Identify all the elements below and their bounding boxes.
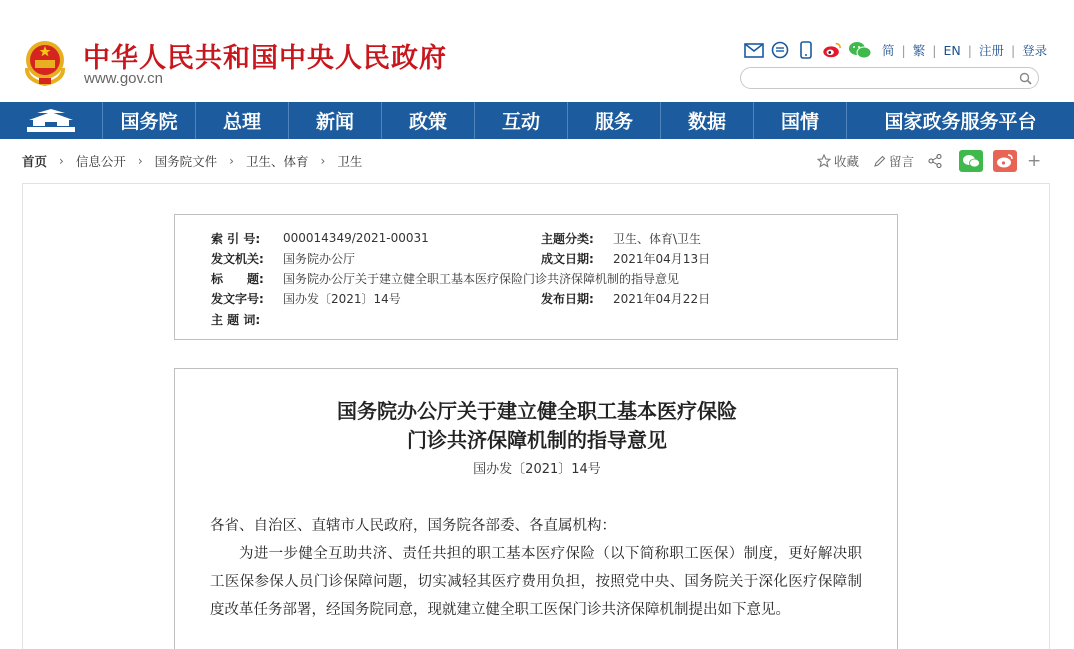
issuer-value: 国务院办公厅 bbox=[283, 251, 356, 266]
article-actions bbox=[817, 150, 1041, 172]
nav-item-services[interactable]: 服务 bbox=[568, 102, 661, 139]
paragraph: 为进一步健全互助共济、责任共担的职工基本医疗保险（以下简称职工医保）制度，更好解决职工医保参保人员门诊保障问题，切实减轻其医疗费用负担，按照党中央、国务院关于深化医疗保障制度改革任务部署，经国务院同意，现就建立健全职工医保门诊共济保障机制提出如下意见。 bbox=[210, 546, 862, 618]
language-links: 简 | 繁 | EN | 注册 | 登录 bbox=[882, 42, 1048, 58]
share-wechat-icon[interactable] bbox=[959, 150, 983, 172]
nav-item-interaction[interactable]: 互动 bbox=[475, 102, 568, 139]
wechat-icon[interactable] bbox=[848, 41, 872, 59]
index-number-label: 索 引 号: bbox=[211, 231, 261, 246]
chevron-right-icon: › bbox=[137, 154, 143, 168]
issuer-label: 发文机关: bbox=[211, 251, 264, 266]
search-input[interactable] bbox=[741, 69, 1011, 89]
breadcrumb-state-council-docs[interactable]: 国务院文件 bbox=[154, 154, 218, 169]
login-link[interactable]: 登录 bbox=[1022, 43, 1048, 58]
index-number-value: 000014349/2021-00031 bbox=[283, 231, 429, 245]
favorite-button[interactable] bbox=[817, 152, 859, 170]
message-icon[interactable] bbox=[770, 41, 790, 59]
nav-item-data[interactable]: 数据 bbox=[661, 102, 754, 139]
title-label: 标 题: bbox=[211, 271, 264, 286]
document-title-line-2: 门诊共济保障机制的指导意见 bbox=[407, 428, 667, 452]
keywords-label: 主 题 词: bbox=[211, 312, 261, 327]
chevron-right-icon: › bbox=[59, 154, 64, 168]
lang-traditional-link[interactable]: 繁 bbox=[912, 43, 926, 58]
site-name[interactable]: 中华人民共和国中央人民政府 bbox=[83, 43, 447, 74]
favorite-label: 收藏 bbox=[834, 154, 860, 169]
published-date-label: 发布日期: bbox=[541, 291, 594, 306]
nav-item-premier[interactable]: 总理 bbox=[196, 102, 289, 139]
category-value: 卫生、体育\卫生 bbox=[613, 231, 702, 246]
chevron-right-icon: › bbox=[320, 154, 326, 168]
doc-number-value: 国办发〔2021〕14号 bbox=[283, 291, 401, 306]
breadcrumb-home[interactable]: 首页 bbox=[22, 154, 48, 169]
created-date-label: 成文日期: bbox=[541, 251, 594, 266]
star-icon bbox=[817, 154, 831, 168]
pencil-icon bbox=[873, 155, 886, 168]
nav-item-news[interactable]: 新闻 bbox=[289, 102, 382, 139]
search-box bbox=[740, 67, 1039, 89]
created-date-value: 2021年04月13日 bbox=[613, 251, 711, 266]
category-label: 主题分类: bbox=[541, 231, 594, 246]
national-emblem-logo[interactable] bbox=[22, 38, 68, 86]
share-weibo-icon[interactable] bbox=[993, 150, 1017, 172]
share-icon[interactable] bbox=[928, 154, 945, 168]
nav-item-gov-service-platform[interactable]: 国家政务服务平台 bbox=[884, 111, 1037, 133]
document-title-line-1: 国务院办公厅关于建立健全职工基本医疗保险 bbox=[337, 399, 737, 423]
mail-icon[interactable] bbox=[744, 41, 764, 59]
more-share-button[interactable]: + bbox=[1027, 151, 1042, 171]
nav-item-national-info[interactable]: 国情 bbox=[754, 102, 847, 139]
site-url[interactable]: www.gov.cn bbox=[84, 70, 163, 87]
comment-label: 留言 bbox=[889, 154, 915, 169]
breadcrumb-info-disclosure[interactable]: 信息公开 bbox=[75, 154, 126, 169]
chevron-right-icon: › bbox=[229, 154, 234, 168]
top-toolbar bbox=[744, 40, 1047, 60]
nav-item-policy[interactable]: 政策 bbox=[382, 102, 475, 139]
doc-number-label: 发文字号: bbox=[211, 291, 264, 306]
mobile-icon[interactable] bbox=[796, 41, 816, 59]
breadcrumb-health-sports[interactable]: 卫生、体育 bbox=[245, 154, 309, 169]
lang-english-link[interactable]: EN bbox=[943, 42, 961, 58]
document-title bbox=[0, 397, 1074, 455]
search-icon[interactable] bbox=[1018, 71, 1033, 86]
tiananmen-icon[interactable] bbox=[0, 102, 103, 139]
breadcrumb-health[interactable]: 卫生 bbox=[337, 154, 363, 169]
site-header bbox=[0, 0, 1074, 102]
nav-item-state-council[interactable]: 国务院 bbox=[103, 102, 196, 139]
document-number: 国办发〔2021〕14号 bbox=[473, 462, 601, 477]
register-link[interactable]: 注册 bbox=[978, 43, 1004, 58]
published-date-value: 2021年04月22日 bbox=[613, 291, 711, 306]
weibo-icon[interactable] bbox=[822, 41, 842, 59]
main-nav bbox=[0, 102, 1074, 139]
lang-simplified-link[interactable]: 简 bbox=[882, 43, 895, 58]
salutation: 各省、自治区、直辖市人民政府，国务院各部委、各直属机构： bbox=[210, 518, 616, 534]
title-value: 国务院办公厅关于建立健全职工基本医疗保险门诊共济保障机制的指导意见 bbox=[283, 271, 680, 286]
document-metadata bbox=[174, 214, 898, 340]
breadcrumb bbox=[22, 152, 362, 170]
document-text bbox=[210, 512, 862, 624]
comment-button[interactable] bbox=[873, 152, 914, 170]
